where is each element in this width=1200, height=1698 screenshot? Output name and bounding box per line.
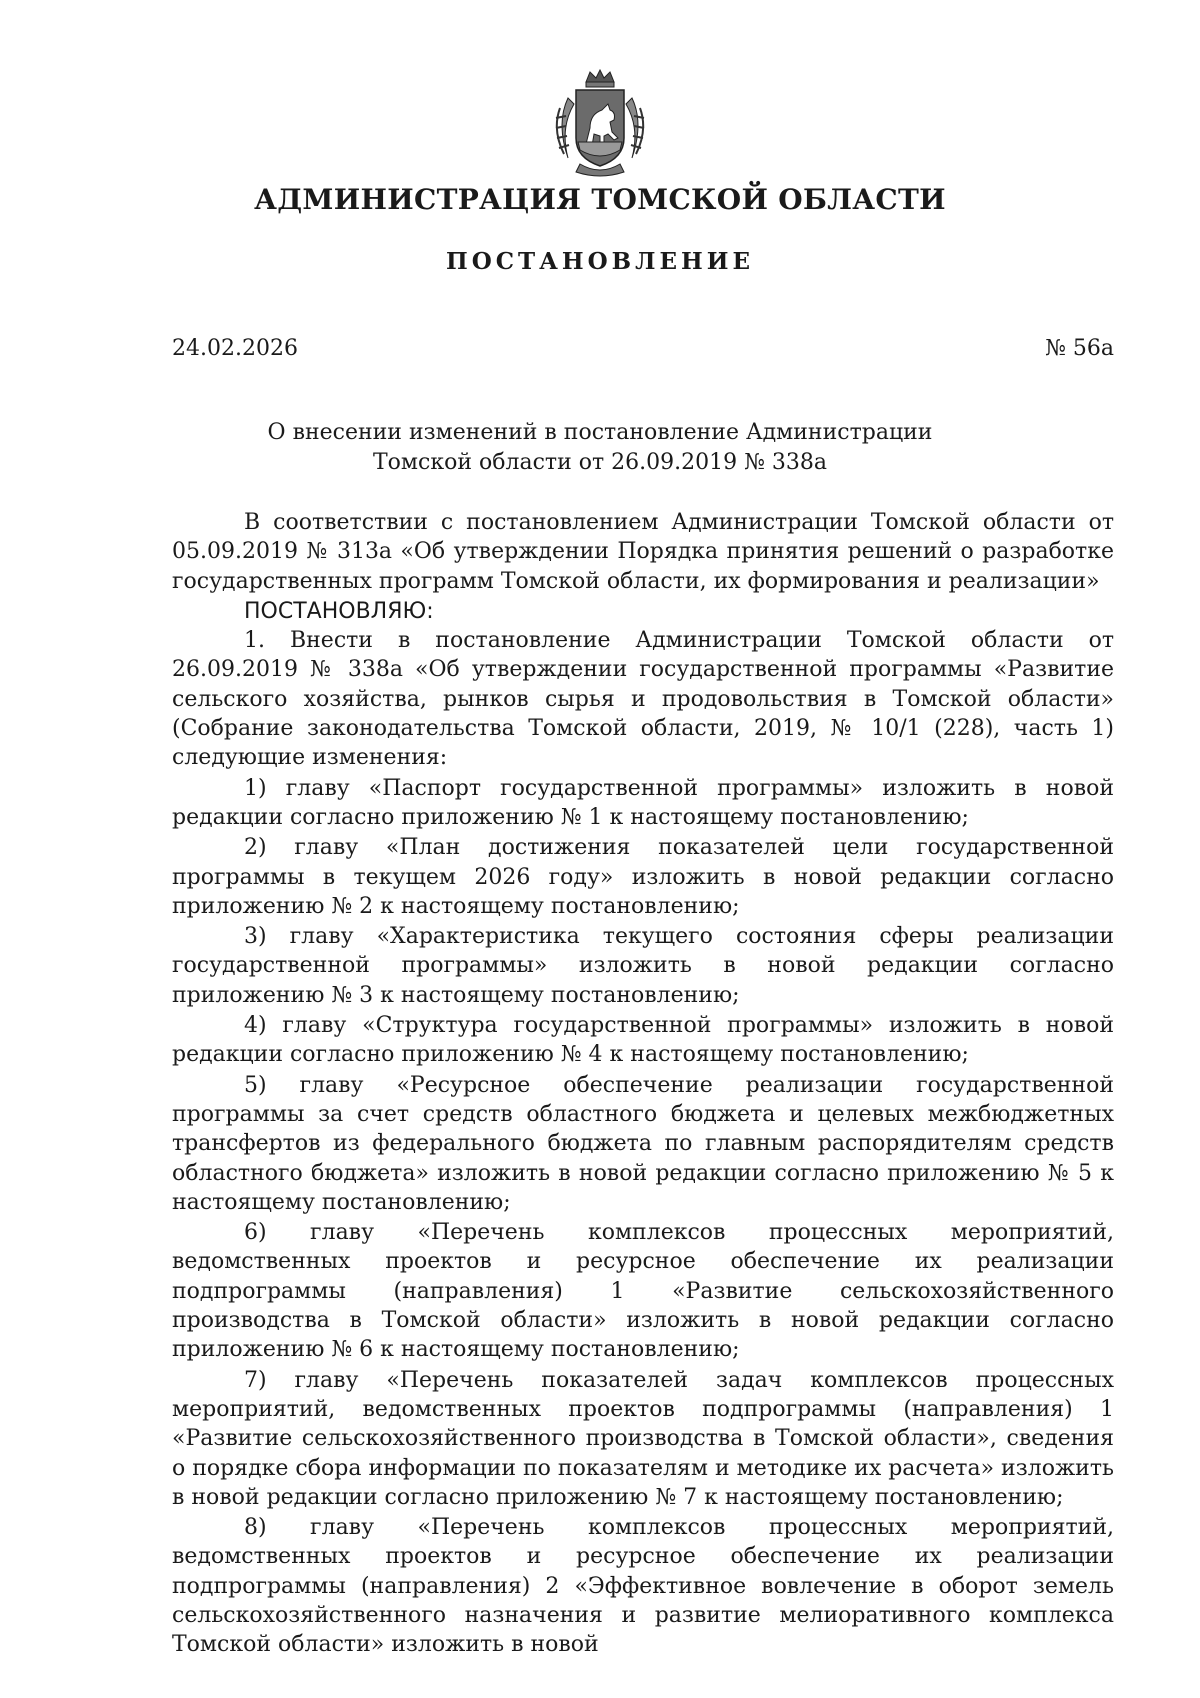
body-item-9: 8) главу «Перечень комплексов процессных мероприятий, ведомственных проектов и ресурсное обеспечение их реализации подпрограммы (направления) 2 «Эффективное вовлечение в оборот земель сельскохозяйственного назначения и развитие мелиоративного комплекса Томской области» изложить в новой — [172, 1515, 1114, 1658]
document-number: № 56а — [1045, 336, 1114, 361]
body-item-2: 1) главу «Паспорт государственной программы» изложить в новой редакции согласно приложению № 1 к настоящему постановлению; — [172, 775, 1114, 830]
tomsk-oblast-coat-of-arms-icon — [546, 68, 654, 178]
body-item-1: 1. Внести в постановление Администрации Томской области от 26.09.2019 № 338а «Об утверждении государственной программы «Развитие сельского хозяйства, рынков сырья и продовольствия в Томской области» (Собрание законодательства Томской области, 2019, № 10/1 (228), часть 1) следующие изменения: — [172, 628, 1114, 771]
subject-line-2: Томской области от 26.09.2019 № 338а — [372, 450, 828, 475]
document-type: ПОСТАНОВЛЕНИЕ — [446, 248, 754, 275]
document-subject — [0, 418, 1200, 478]
body-item-5: 4) главу «Структура государственной программы» изложить в новой редакции согласно приложению № 4 к настоящему постановлению; — [172, 1013, 1114, 1068]
body-item-8: 7) главу «Перечень показателей задач комплексов процессных мероприятий, ведомственных проектов подпрограммы (направления) 1 «Развитие сельскохозяйственного производства в Томской области», сведения о порядке сбора информации по показателям и методике их расчета» изложить в новой редакции согласно приложению № 7 к настоящему постановлению; — [172, 1367, 1114, 1510]
body-item-3: 2) главу «План достижения показателей цели государственной программы в текущем 2026 году» изложить в новой редакции согласно приложению № 2 к настоящему постановлению; — [172, 835, 1114, 919]
preamble-paragraph: В соответствии с постановлением Администрации Томской области от 05.09.2019 № 313а «Об утверждении Порядка принятия решений о разработке государственных программ Томской области, их формирования и реализации» — [172, 510, 1114, 594]
resolve-heading: ПОСТАНОВЛЯЮ: — [244, 598, 434, 624]
organization-title: АДМИНИСТРАЦИЯ ТОМСКОЙ ОБЛАСТИ — [254, 183, 946, 216]
body-item-4: 3) главу «Характеристика текущего состояния сферы реализации государственной программы» изложить в новой редакции согласно приложению № 3 к настоящему постановлению; — [172, 924, 1114, 1008]
document-body — [172, 508, 1114, 1661]
body-item-6: 5) главу «Ресурсное обеспечение реализации государственной программы за счет средств областного бюджета и целевых межбюджетных трансфертов из федерального бюджета по главным распорядителям средств областного бюджета» изложить в новой редакции согласно приложению № 5 к настоящему постановлению; — [172, 1072, 1114, 1215]
body-item-7: 6) главу «Перечень комплексов процессных мероприятий, ведомственных проектов и ресурсное обеспечение их реализации подпрограммы (направления) 1 «Развитие сельскохозяйственного производства в Томской области» изложить в новой редакции согласно приложению № 6 к настоящему постановлению; — [172, 1220, 1114, 1363]
subject-line-1: О внесении изменений в постановление Администрации — [267, 420, 933, 445]
document-date: 24.02.2026 — [172, 336, 298, 361]
